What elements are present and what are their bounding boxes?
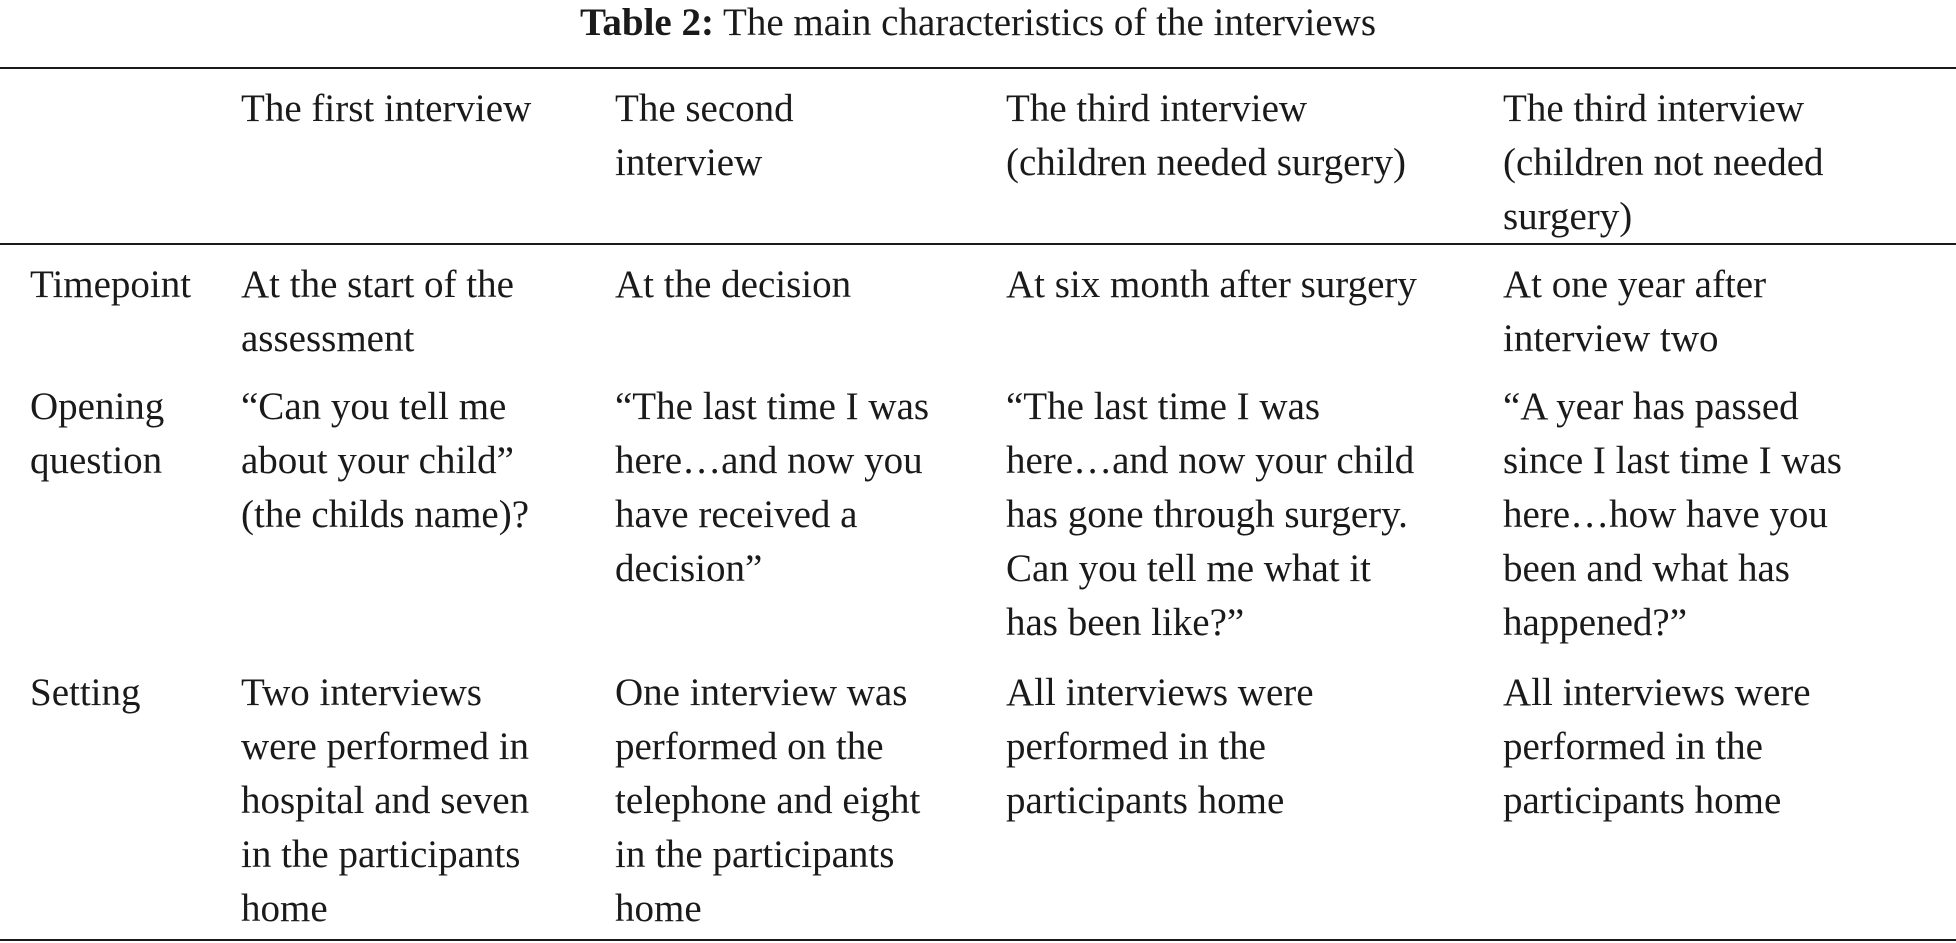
table-cell: “The last time I was here…and now you have received a decision” — [615, 385, 930, 590]
row-label-setting: Setting — [30, 671, 141, 714]
row-label-opening-question: Opening question — [30, 385, 165, 482]
table-cell: One interview was performed on the telephone and eight in the participants home — [615, 671, 921, 930]
header-cell-third-interview-no-surgery: The third interview (children not needed surgery) — [1503, 87, 1824, 238]
table-caption-label: Table 2: — [579, 1, 714, 44]
table-cell: “A year has passed since I last time I was here…how have you been and what has happened?” — [1503, 385, 1842, 644]
table-cell: At the decision — [615, 263, 852, 306]
table-caption-text: The main characteristics of the interviews — [723, 1, 1377, 44]
table-bottom-rule — [0, 939, 1956, 941]
table-cell: “Can you tell me about your child” (the childs name)? — [241, 385, 530, 536]
table-cell: All interviews were performed in the participants home — [1503, 671, 1811, 822]
header-cell-third-interview-surgery: The third interview (children needed surgery) — [1006, 87, 1406, 184]
table-cell: At one year after interview two — [1503, 263, 1767, 360]
table-top-rule — [0, 67, 1956, 69]
header-cell-first-interview: The first interview — [241, 87, 532, 130]
table-caption — [0, 0, 1956, 46]
header-cell-second-interview: The second interview — [615, 87, 794, 184]
row-label-timepoint: Timepoint — [30, 263, 192, 306]
table-cell: At the start of the assessment — [241, 263, 514, 360]
table-cell: All interviews were performed in the participants home — [1006, 671, 1314, 822]
table-cell: “The last time I was here…and now your child has gone through surgery. Can you tell me what it has been like?” — [1006, 385, 1415, 644]
table-cell: Two interviews were performed in hospital and seven in the participants home — [241, 671, 530, 930]
table-cell: At six month after surgery — [1006, 263, 1417, 306]
